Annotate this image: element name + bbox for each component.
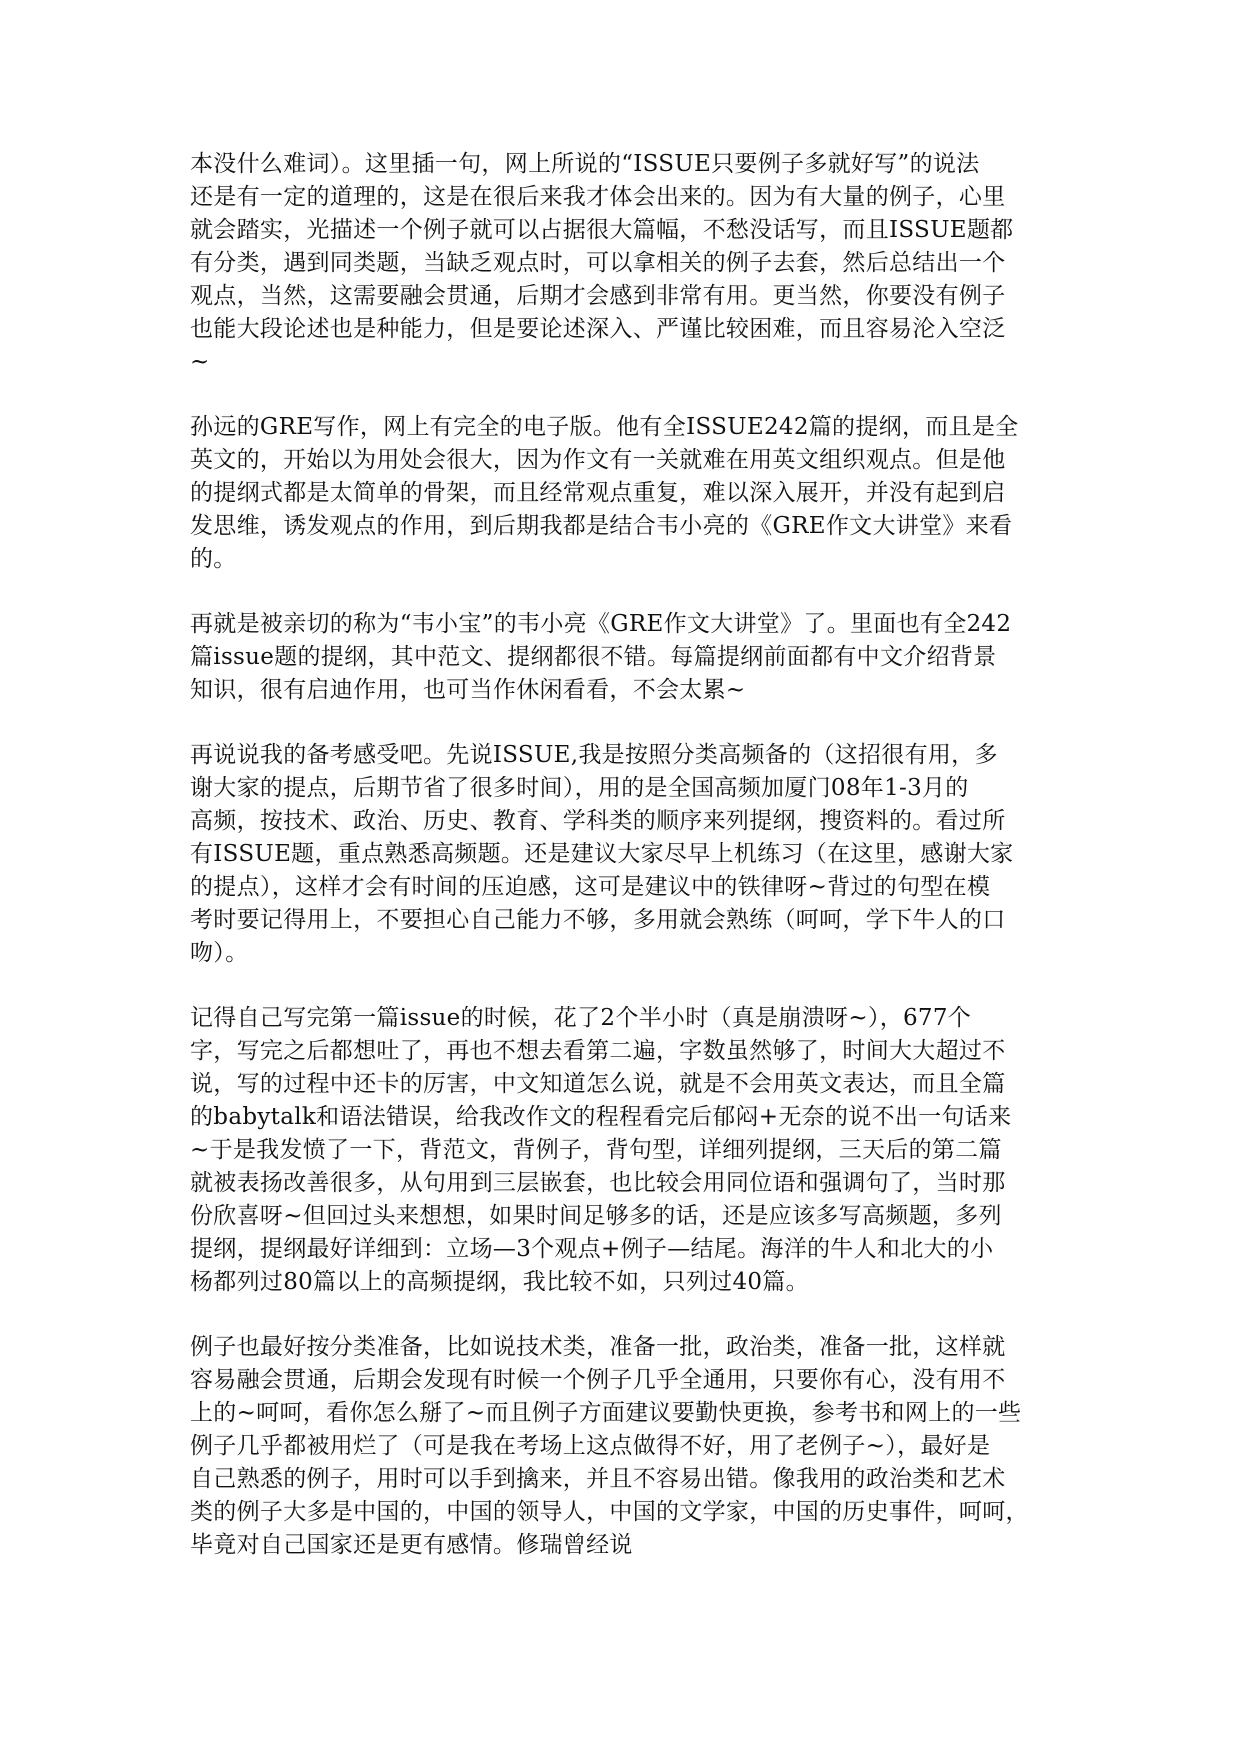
document-body [190, 148, 1052, 1594]
paragraph: 例子也最好按分类准备，比如说技术类，准备一批，政治类，准备一批，这样就 容易融会贯通，后期会发现有时候一个例子几乎全通用，只要你有心，没有用不 上的~呵呵，看你怎么掰了~而且例子方面建议要勤快更换，参考书和网上的一些 例子几乎都被用烂了（可是我在考场上这点做得不好，用了老例子~），最好是 自己熟悉的例子，用时可以手到擒来，并且不容易出错。像我用的政治类和艺术 类的例子大多是中国的，中国的领导人，中国的文学家，中国的历史事件，呵呵， 毕竟对自己国家还是更有感情。修瑞曾经说 [190, 1334, 1029, 1558]
paragraph: 本没什么难词）。这里插一句，网上所说的“ISSUE只要例子多就好写”的说法 还是有一定的道理的，这是在很后来我才体会出来的。因为有大量的例子，心里 就会踏实，光描述一个例子就可以占据很大篇幅，不愁没话写，而且ISSUE题都 有分类，遇到同类题，当缺乏观点时，可以拿相关的例子去套，然后总结出一个 观点，当然，这需要融会贯通，后期才会感到非常有用。更当然，你要没有例子 也能大段论述也是种能力，但是要论述深入、严谨比较困难，而且容易沦入空泛 ~ [190, 151, 1014, 375]
paragraph: 记得自己写完第一篇issue的时候，花了2个半小时（真是崩溃呀~），677个 字，写完之后都想吐了，再也不想去看第二遍，字数虽然够了，时间大大超过不 说，写的过程中还卡的厉害，中文知道怎么说，就是不会用英文表达，而且全篇 的babytalk和语法错误，给我改作文的程程看完后郁闷+无奈的说不出一句话来 ~于是我发愤了一下，背范文，背例子，背句型，详细列提纲，三天后的第二篇 就被表扬改善很多，从句用到三层嵌套，也比较会用同位语和强调句了，当时那 份欣喜呀~但回过头来想想，如果时间足够多的话，还是应该多写高频题，多列 提纲，提纲最好详细到：立场—3个观点+例子—结尾。海洋的牛人和北大的小 杨都列过80篇以上的高频提纲，我比较不如，只列过40篇。 [190, 1005, 1012, 1295]
paragraph: 孙远的GRE写作，网上有完全的电子版。他有全ISSUE242篇的提纲，而且是全 英文的，开始以为用处会很大，因为作文有一关就难在用英文组织观点。但是他 的提纲式都是太简单的骨架，而且经常观点重复，难以深入展开，并没有起到启 发思维，诱发观点的作用，到后期我都是结合韦小亮的《GRE作文大讲堂》来看 的。 [190, 414, 1019, 572]
paragraph: 再说说我的备考感受吧。先说ISSUE,我是按照分类高频备的（这招很有用，多 谢大家的提点，后期节省了很多时间），用的是全国高频加厦门08年1-3月的 高频，按技术、政治、历史、教育、学科类的顺序来列提纲，搜资料的。看过所 有ISSUE题，重点熟悉高频题。还是建议大家尽早上机练习（在这里，感谢大家 的提点），这样才会有时间的压迫感，这可是建议中的铁律呀~背过的句型在模 考时要记得用上，不要担心自己能力不够，多用就会熟练（呵呵，学下牛人的口 吻）。 [190, 742, 1014, 966]
paragraph: 再就是被亲切的称为“韦小宝”的韦小亮《GRE作文大讲堂》了。里面也有全242 篇issue题的提纲，其中范文、提纲都很不错。每篇提纲前面都有中文介绍背景 知识，很有启迪作用，也可当作休闲看看，不会太累~ [190, 611, 1012, 703]
